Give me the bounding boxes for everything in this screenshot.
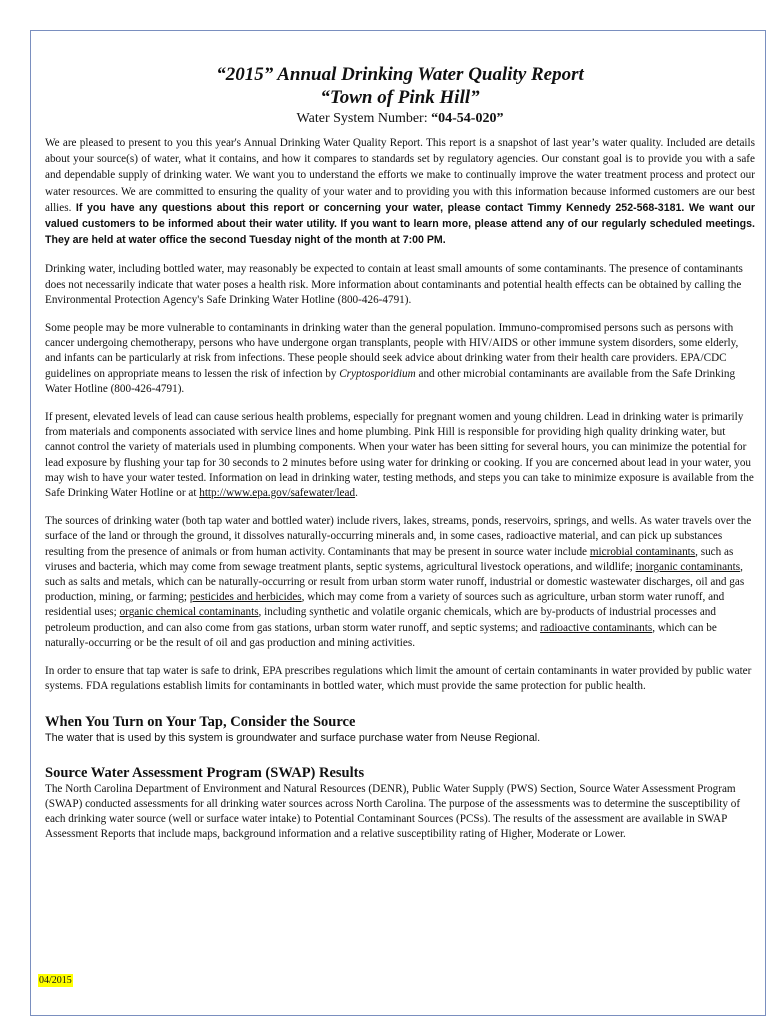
- sources-paragraph: [45, 514, 755, 651]
- contaminants-paragraph: Drinking water, including bottled water, may reasonably be expected to contain at least small amounts of some contaminants. The presence of contaminants does not necessarily indicate that water poses a health risk. More information about contaminants and potential health effects can be obtained by calling the Environmental Protection Agency's Safe Drinking Water Hotline (800-426-4791).: [45, 263, 743, 306]
- report-content: [45, 63, 755, 855]
- organic-chemical-term: organic chemical contaminants: [119, 606, 259, 619]
- sources-text-3: , such as salts and metals, which can be naturally-occurring or result from urban storm water runoff, industrial or domestic wastewater discharges, oil and gas production, mining, or farming;: [45, 560, 745, 604]
- intro-text: We are pleased to present to you this year's Annual Drinking Water Quality Report. This report is a snapshot of last year’s water quality. Included are details about your source(s) of water, what it contains, and how it compares to standards set by regulatory agencies. Our constant goal is to provide you with a safe and dependable supply of drinking water. We want you to understand the efforts we make to continually improve the water treatment process and protect our water resources. We are committed to ensuring the quality of your water and to providing you with this information because informed customers are our best allies.: [45, 137, 755, 214]
- vulnerable-text-b: and other microbial contaminants are available from the Safe Drinking Water Hotline (800-426-4791).: [45, 367, 736, 395]
- cryptosporidium-term: Cryptosporidium: [339, 367, 416, 380]
- lead-text: If present, elevated levels of lead can cause serious health problems, especially for pregnant women and young children. Lead in drinking water is primarily from materials and components associated with service lines and home plumbing. Pink Hill is responsible for providing high quality drinking water, but cannot control the variety of materials used in plumbing components. When your water has been sitting for several hours, you can minimize the potential for lead exposure by flushing your tap for 30 seconds to 2 minutes before using water for drinking or cooking. If you are concerned about lead in your water, you may wish to have your water tested. Information on lead in drinking water, testing methods, and steps you can take to minimize exposure is available from the Safe Drinking Water Hotline or at: [45, 411, 754, 500]
- footer-date-stamp: 04/2015: [39, 975, 72, 986]
- report-title: “2015” Annual Drinking Water Quality Report: [216, 64, 584, 85]
- document-page: [30, 30, 766, 1016]
- radioactive-contaminants-term: radioactive contaminants: [540, 621, 653, 634]
- swap-section-text: The North Carolina Department of Environment and Natural Resources (DENR), Public Water Supply (PWS) Section, Source Water Assessment Program (SWAP) conducted assessments for all drinking water sources across North Carolina. The purpose of the assessments was to determine the susceptibility of each drinking water source (well or surface water intake) to Potential Contaminant Sources (PCSs). The results of the assessment are available in SWAP Assessment Reports that include maps, background information and a relative susceptibility rating of Higher, Moderate or Lower.: [45, 782, 741, 841]
- system-number-value: “04-54-020”: [431, 111, 504, 126]
- sources-text-5: , including synthetic and volatile organic chemicals, which are by-products of industrial processes and petroleum production, and can also come from gas stations, urban storm water runoff, and septic systems; and: [45, 606, 716, 634]
- lead-end: .: [355, 487, 358, 500]
- epa-paragraph: In order to ensure that tap water is safe to drink, EPA prescribes regulations which limit the amount of certain contaminants in water provided by public water systems. FDA regulations establish limits for contaminants in bottled water, which must provide the same protection for public health.: [45, 665, 752, 693]
- intro-paragraph: [45, 135, 755, 248]
- sources-text-2: , such as viruses and bacteria, which may come from sewage treatment plants, septic systems, agricultural livestock operations, and wildlife;: [45, 545, 734, 573]
- town-title: “Town of Pink Hill”: [320, 87, 480, 108]
- contact-info: If you have any questions about this report or concerning your water, please contact Timmy Kennedy 252-568-3181. We want our valued customers to be informed about their water utility. If you want to learn more, please attend any of our regularly scheduled meetings. They are held at water office the second Tuesday night of the month at 7:00 PM.: [45, 201, 755, 247]
- sources-text-6: , which can be naturally-occurring or be the result of oil and gas production and mining activities.: [45, 621, 717, 649]
- system-number-label: Water System Number:: [296, 111, 428, 126]
- sources-text-1: The sources of drinking water (both tap water and bottled water) include rivers, lakes, streams, ponds, reservoirs, springs, and wells. As water travels over the surface of the land or through the ground, it dissolves naturally-occurring minerals and, in some cases, radioactive material, and can pick up substances resulting from the presence of animals or from human activity. Contaminants that may be present in source water include: [45, 515, 752, 558]
- tap-section-heading: When You Turn on Your Tap, Consider the Source: [45, 713, 356, 730]
- swap-section-heading: Source Water Assessment Program (SWAP) Results: [45, 764, 365, 781]
- lead-paragraph: [45, 410, 755, 501]
- vulnerable-text-a: Some people may be more vulnerable to contaminants in drinking water than the general population. Immuno-compromised persons such as persons with cancer undergoing chemotherapy, persons who have undergone organ transplants, people with HIV/AIDS or other immune system disorders, some elderly, and infants can be particularly at risk from infections. These people should seek advice about drinking water from their health care providers. EPA/CDC guidelines on appropriate means to lessen the risk of infection by: [45, 322, 739, 380]
- sources-text-4: , which may come from a variety of sources such as agriculture, urban storm water runoff, and residential uses;: [45, 591, 725, 619]
- pesticides-term: pesticides and herbicides: [189, 591, 302, 604]
- water-system-number: [45, 109, 755, 129]
- microbial-contaminants-term: microbial contaminants: [589, 545, 696, 558]
- inorganic-contaminants-term: inorganic contaminants: [635, 560, 741, 573]
- epa-lead-link[interactable]: http://www.epa.gov/safewater/lead: [199, 487, 356, 500]
- vulnerable-paragraph: [45, 321, 755, 397]
- tap-section-text: The water that is used by this system is groundwater and surface purchase water from Neuse Regional.: [45, 731, 541, 744]
